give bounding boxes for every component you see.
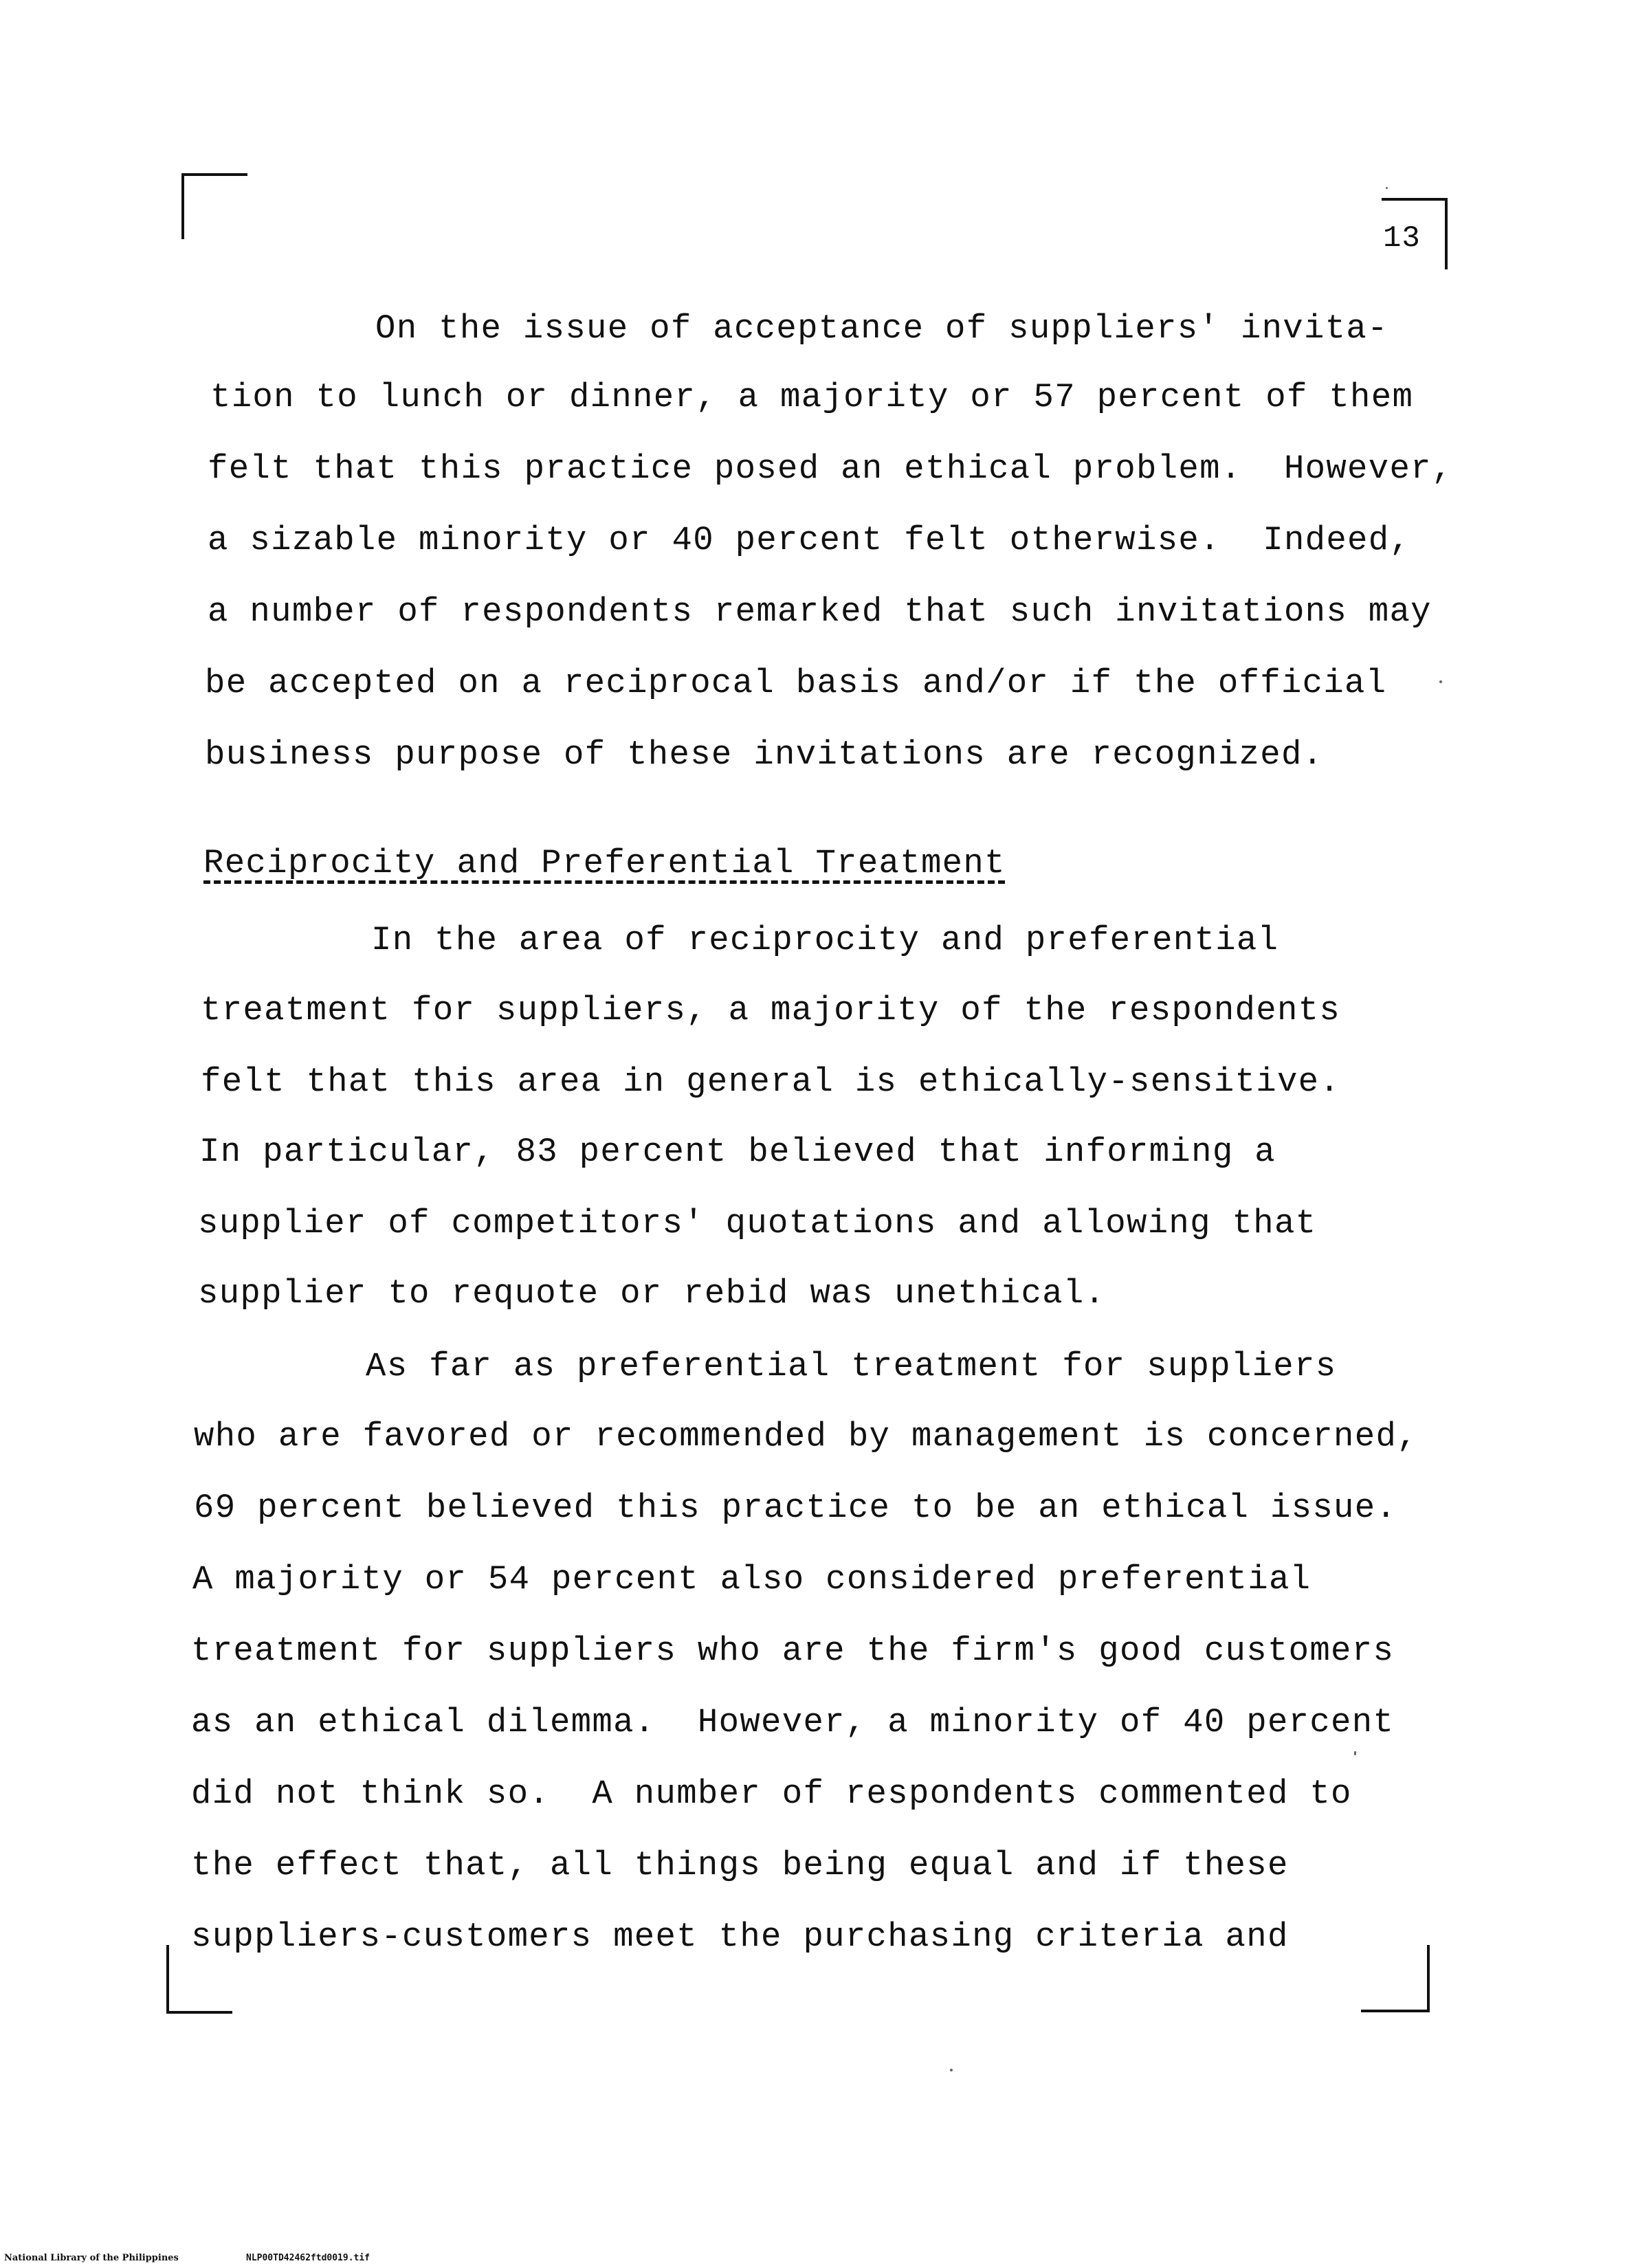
scan-speck — [950, 2069, 953, 2071]
page-number: 13 — [1383, 221, 1421, 256]
text-line: felt that this area in general is ethically-sensitive. — [201, 1063, 1341, 1101]
text-line: who are favored or recommended by management is concerned, — [194, 1417, 1418, 1456]
corner-mark-top-right-vertical — [1445, 198, 1448, 269]
text-line: felt that this practice posed an ethical problem. However, — [208, 449, 1453, 488]
scan-speck — [1354, 1751, 1356, 1755]
text-line: a sizable minority or 40 percent felt otherwise. Indeed, — [208, 521, 1411, 559]
text-line: as an ethical dilemma. However, a minority of 40 percent — [191, 1703, 1395, 1742]
corner-mark-bottom-left-vertical — [166, 1945, 169, 2014]
corner-mark-top-left-horizontal — [181, 173, 247, 176]
text-line: A majority or 54 percent also considered preferential — [192, 1560, 1311, 1599]
scan-speck — [1386, 187, 1388, 189]
text-line: did not think so. A number of respondents commented to — [191, 1775, 1352, 1813]
text-line: As far as preferential treatment for suppliers — [366, 1347, 1337, 1386]
corner-mark-bottom-left-horizontal — [166, 2011, 232, 2014]
text-line: On the issue of acceptance of suppliers' invita- — [375, 309, 1388, 348]
corner-mark-top-right-horizontal — [1382, 198, 1448, 201]
text-line: treatment for suppliers who are the firm's good customers — [191, 1632, 1395, 1670]
footer-library-label: National Library of the Philippines — [4, 2253, 179, 2263]
text-line: suppliers-customers meet the purchasing criteria and — [191, 1917, 1289, 1956]
text-line: tion to lunch or dinner, a majority or 57 percent of them — [210, 378, 1414, 416]
text-line: be accepted on a reciprocal basis and/or if the official — [205, 664, 1387, 702]
text-line: a number of respondents remarked that such invitations may — [208, 592, 1432, 631]
text-line: treatment for suppliers, a majority of the respondents — [201, 991, 1341, 1030]
corner-mark-top-left-vertical — [181, 173, 184, 239]
text-line: 69 percent believed this practice to be an ethical issue. — [194, 1489, 1397, 1527]
text-line: the effect that, all things being equal and if these — [191, 1846, 1289, 1885]
text-line: supplier to requote or rebid was unethical. — [198, 1274, 1106, 1313]
footer-file-label: NLP00TD42462ftd0019.tif — [246, 2253, 370, 2263]
corner-mark-bottom-right-vertical — [1427, 1945, 1430, 2012]
text-line: In the area of reciprocity and preferential — [371, 921, 1279, 959]
text-line: business purpose of these invitations are recognized. — [205, 735, 1324, 774]
section-heading: Reciprocity and Preferential Treatment — [203, 844, 1006, 882]
scan-speck — [1439, 680, 1442, 683]
corner-mark-bottom-right-horizontal — [1361, 2010, 1430, 2012]
text-line: supplier of competitors' quotations and allowing that — [198, 1204, 1317, 1243]
text-line: In particular, 83 percent believed that informing a — [199, 1133, 1276, 1171]
